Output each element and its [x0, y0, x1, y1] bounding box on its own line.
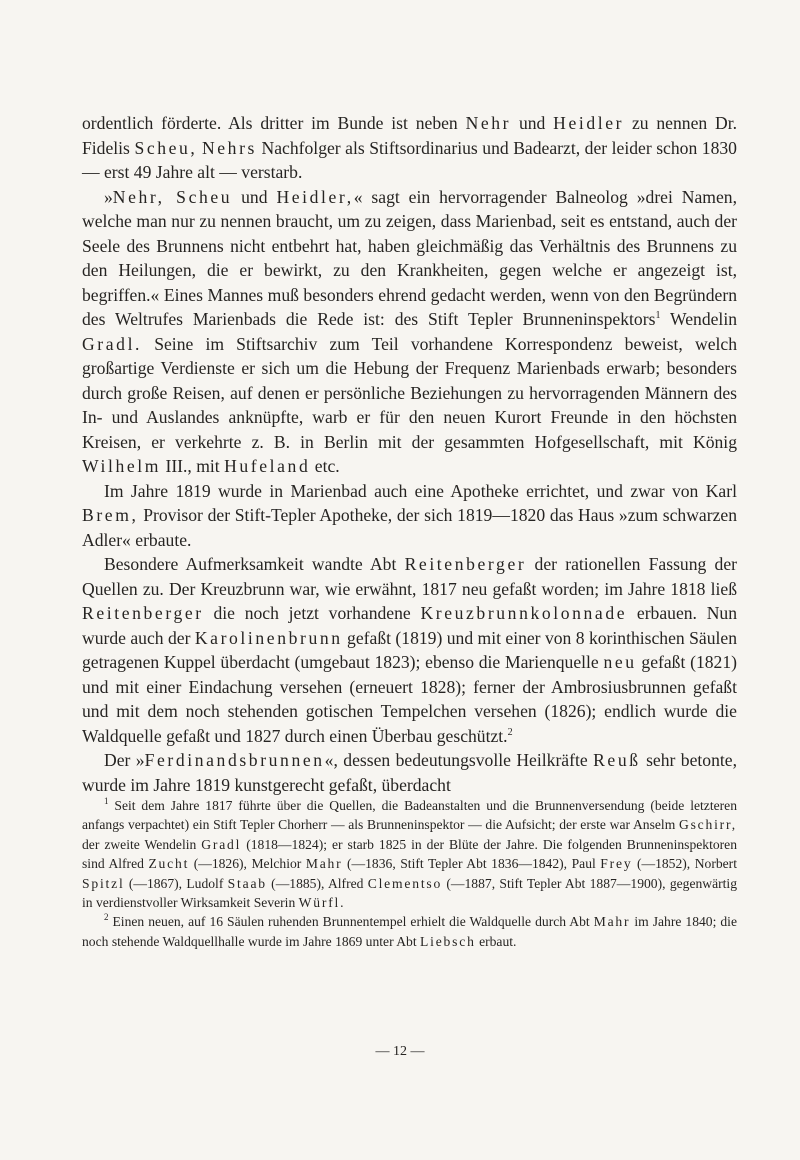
- text-run: (—1852), Norbert: [632, 856, 737, 872]
- spaced-name: Gschirr,: [678, 817, 737, 833]
- spaced-name: Kreuzbrunnkolonnade: [420, 603, 628, 623]
- text-run: (—1867), Ludolf: [124, 875, 228, 891]
- text-run: erbauen. Nun wurde auch der: [82, 603, 737, 648]
- paragraph: [82, 479, 737, 553]
- spaced-name: Reuß: [593, 750, 641, 770]
- text-run: (—1836, Stift Tepler Abt 1836—1842), Paul: [342, 856, 601, 872]
- text-run: und: [511, 113, 554, 133]
- text-run: (—1887, Stift Tepler Abt 1887—1900), gegenwärtig in verdienstvoller Wirksamkeit Severin: [82, 875, 738, 911]
- text-run: (1818—1824); er starb 1825 in der Blüte der Jahre. Die folgenden Brunneninspektoren sind Alfred: [82, 836, 737, 872]
- spaced-name: Hufeland: [224, 456, 311, 476]
- text-run: gefaßt (1821) und mit einer Eindachung versehen (erneuert 1828); ferner der Ambrosiusbrunnen gefaßt und mit dem noch stehenden gotischen Tempelchen versehen (1826); endlich wurde die Waldquelle gefaßt und 1827 durch einen Überbau geschützt.: [82, 652, 737, 746]
- text-run: der rationellen Fassung der Quellen zu. Der Kreuzbrunn war, wie erwähnt, 1817 neu gefaßt worden; im Jahre 1818 ließ: [82, 554, 737, 599]
- spaced-name: Karolinenbrunn: [194, 627, 343, 648]
- page-number: — 12 —: [375, 1044, 425, 1059]
- text-run: sehr betonte, wurde im Jahre 1819 kunstgerecht gefaßt, überdacht: [82, 750, 737, 795]
- text-run: »: [104, 186, 113, 207]
- text-run: (—1885), Alfred: [266, 875, 368, 891]
- main-text: [82, 111, 737, 797]
- footnote: [82, 796, 737, 912]
- spaced-name: Clementso: [367, 875, 443, 891]
- spaced-name: Reitenberger: [82, 603, 204, 623]
- text-run: der zweite Wendelin: [82, 836, 202, 852]
- spaced-name: Würfl.: [298, 895, 346, 911]
- paragraph: [82, 185, 737, 479]
- text-run: Einen neuen, auf 16 Säulen ruhenden Brunnentempel erhielt die Waldquelle durch Abt: [108, 914, 594, 930]
- text-run: Nachfolger als Stiftsordinarius und Badearzt, der leider schon 1830 — erst 49 Jahre alt — verstarb.: [82, 137, 737, 182]
- footnote-marker: 1: [104, 796, 109, 806]
- spaced-name: Nehr: [465, 113, 512, 133]
- text-run: etc.: [310, 456, 340, 476]
- text-run: (—1826), Melchior: [189, 856, 306, 872]
- text-run: die noch jetzt vorhandene: [203, 603, 421, 623]
- spaced-name: Heidler: [553, 113, 625, 133]
- text-run: im Jahre 1840; die noch stehende Waldquellhalle wurde im Jahre 1869 unter Abt: [82, 914, 737, 949]
- spaced-name: Wilhelm: [82, 456, 162, 476]
- text-run: III., mit: [161, 456, 225, 476]
- spaced-name: Gradl.: [82, 333, 143, 354]
- text-run: Provisor der Stift-Tepler Apotheke, der sich 1819—1820 das Haus »zum schwarzen Adler« erbaute.: [82, 505, 737, 550]
- spaced-name: Reitenberger: [404, 554, 527, 574]
- text-run: zu nennen Dr. Fidelis: [82, 113, 738, 158]
- spaced-name: Gradl: [201, 836, 242, 852]
- text-run: Seine im Stiftsarchiv zum Teil vorhandene Korrespondenz beweist, welch großartige Verdienste er sich um die Hebung der Frequenz Marienbads erwarb; besonders durch große Reisen, auf denen er persönliche Beziehungen zu hervorragenden Männern des In- und Auslandes anknüpfte, warb er für den neuen Kurort Freunde in den höchsten Kreisen, er verkehrte z. B. in Berlin mit der gesammten Hofgesellschaft, mit König: [82, 333, 737, 452]
- spaced-name: Ferdinandsbrunnen: [144, 750, 325, 770]
- text-run: ordentlich förderte. Als dritter im Bunde ist neben: [82, 113, 466, 133]
- spaced-name: Liebsch: [420, 933, 476, 949]
- text-run: « sagt ein hervorragender Balneolog »drei Namen, welche man nur zu nennen braucht, um zu zeigen, dass Marienbad, seit es entstand, auch der Seele des Brunnens nicht entbehrt hat, haben gleichmäßig das Verhältnis des Brunnens zu den Heilungen, die er bewirkt, zu den Krankheiten, gegen welche er angezeigt ist, begriffen.« Eines Mannes muß besonders ehrend gedacht werden, wenn von den Begründern des Weltrufes Marienbads die Rede ist: des Stift Tepler Brunneninspektors: [82, 186, 737, 329]
- spaced-name: Mahr: [305, 856, 343, 872]
- paragraph: [82, 748, 737, 797]
- spaced-name: Brem,: [82, 505, 139, 525]
- text-run: Wendelin: [660, 309, 738, 329]
- text-run: Besondere Aufmerksamkeit wandte Abt: [104, 554, 405, 574]
- spaced-name: Mahr: [593, 914, 631, 930]
- text-run: «, dessen bedeutungsvolle Heilkräfte: [324, 750, 594, 770]
- paragraph: [82, 111, 737, 185]
- text-run: Im Jahre 1819 wurde in Marienbad auch eine Apotheke errichtet, und zwar von Karl: [104, 480, 737, 501]
- footnotes: [82, 796, 737, 951]
- footnote: [82, 912, 737, 951]
- footnote-marker: 1: [655, 310, 661, 321]
- spaced-name: Spitzl: [82, 875, 125, 891]
- footnote-marker: 2: [104, 912, 109, 923]
- spaced-name: Frey: [600, 856, 633, 872]
- paragraph: [82, 552, 737, 748]
- text-run: und: [232, 186, 277, 207]
- spaced-name: Nehrs: [201, 137, 257, 158]
- text-run: erbaut.: [475, 933, 517, 949]
- spaced-name: Scheu,: [134, 137, 198, 158]
- spaced-name: neu: [603, 652, 637, 672]
- footnote-marker: 2: [507, 726, 513, 738]
- spaced-name: Staab: [227, 875, 267, 891]
- text-run: Der »: [104, 750, 145, 770]
- text-run: Seit dem Jahre 1817 führte über die Quellen, die Badeanstalten und die Brunnenversendung (beide letzteren anfangs verpachtet) ein Stift Tepler Chorherr — als Brunneninspektor — die Aufsicht; der erste war Anselm: [82, 798, 737, 833]
- text-run: gefaßt (1819) und mit einer von 8 korinthischen Säulen getragenen Kuppel überdacht (umgebaut 1823); ebenso die Marienquelle: [82, 627, 737, 672]
- spaced-name: Zucht: [148, 856, 190, 872]
- spaced-name: Nehr, Scheu: [112, 186, 233, 207]
- spaced-name: Heidler,: [276, 186, 354, 207]
